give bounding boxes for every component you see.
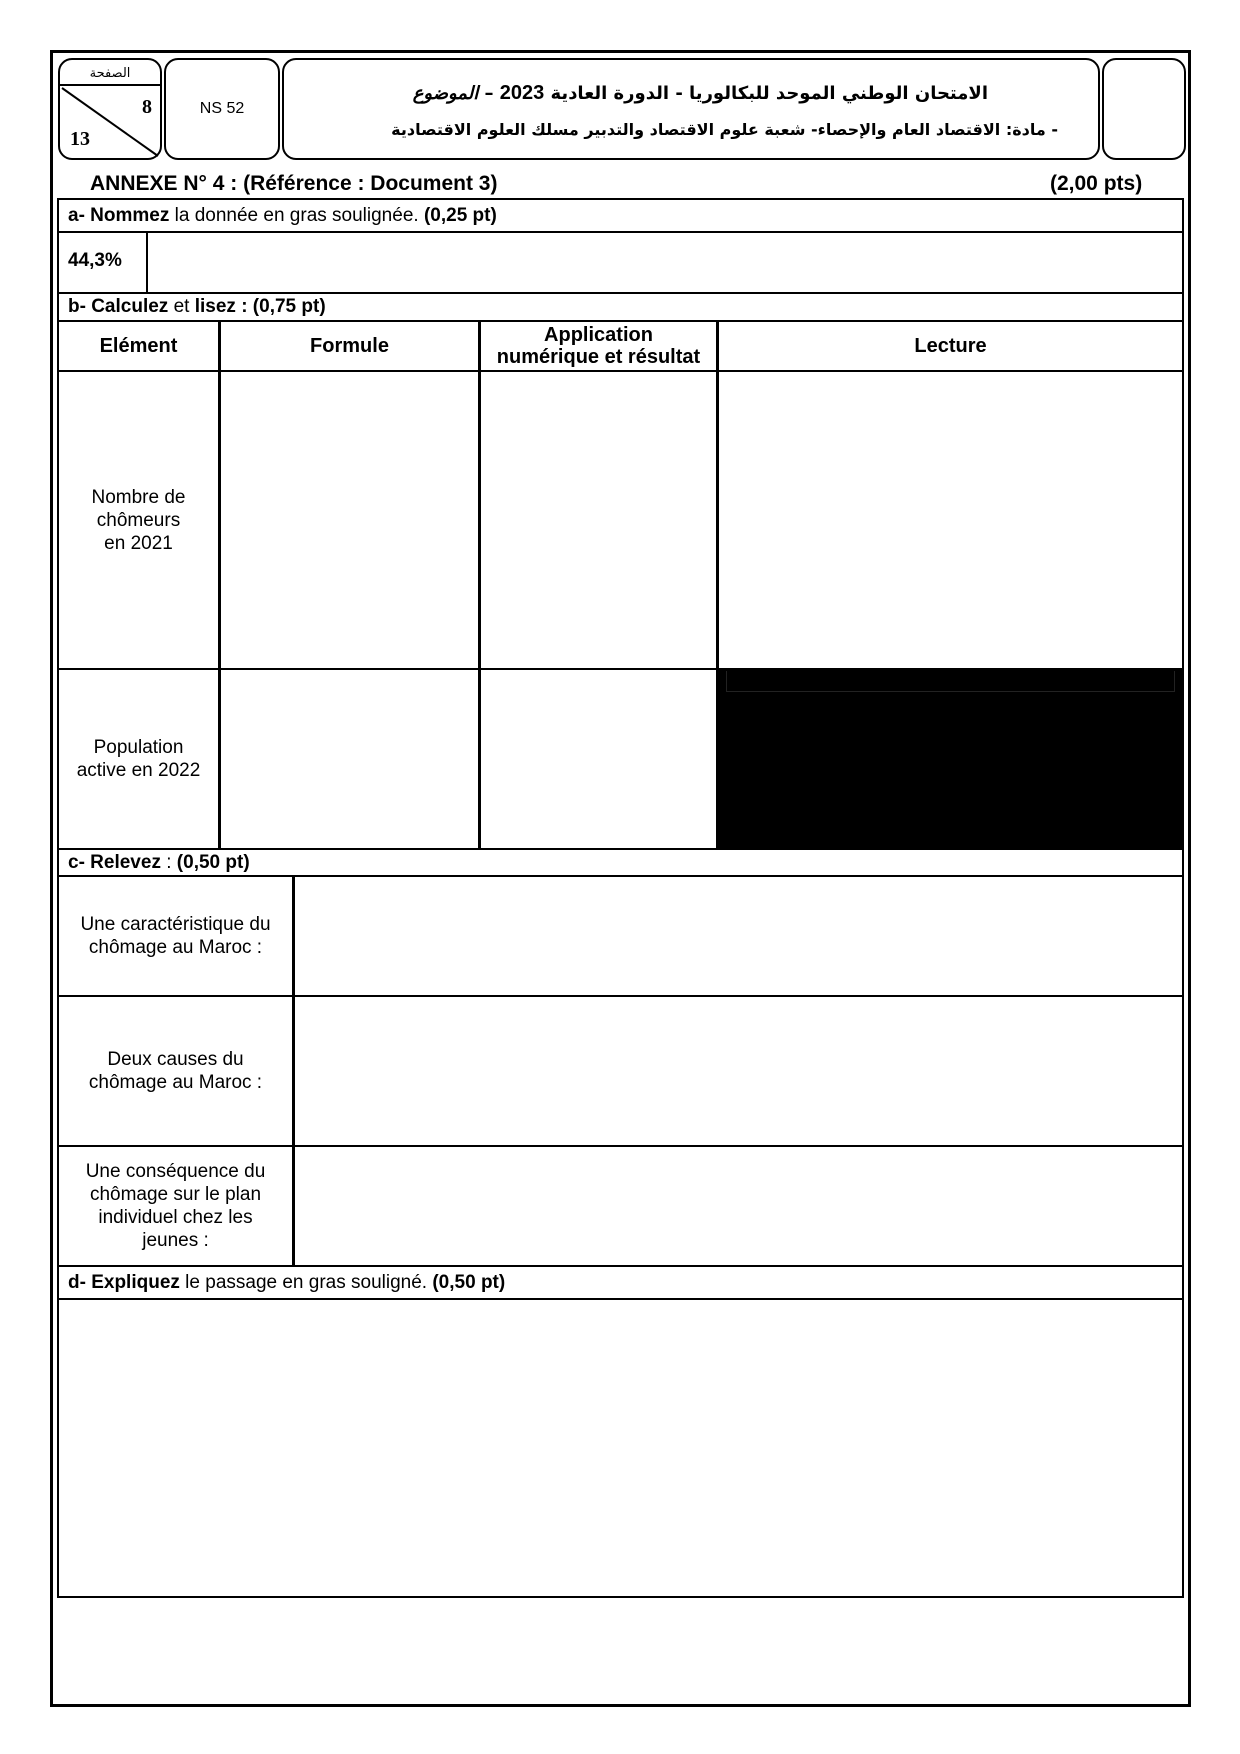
section-a-label — [68, 204, 497, 227]
annexe-points: (2,00 pts) — [1050, 172, 1143, 195]
exam-code-box — [164, 58, 280, 160]
page-current: 8 — [142, 96, 152, 118]
section-b-text: et — [168, 296, 195, 317]
section-b-instruction: b- Calculez — [68, 296, 169, 317]
row-label-chomeurs-l2: chômeurs — [96, 509, 181, 531]
lecture-field-chomeurs[interactable] — [719, 372, 1182, 668]
exam-subject-word: الموضوع — [412, 83, 479, 104]
row-label-population-l2: active en 2022 — [76, 760, 201, 781]
section-c-points: (0,50 pt) — [176, 852, 250, 873]
row-label-causes-l1: Deux causes du — [107, 1049, 244, 1070]
exam-title-line — [413, 82, 988, 105]
section-a-instruction: a- Nommez — [68, 205, 170, 226]
section-c-label — [68, 851, 250, 874]
blank-header-box — [1102, 58, 1186, 160]
section-c-text: : — [160, 852, 177, 873]
section-d-text: le passage en gras souligné. — [179, 1272, 433, 1293]
lecture-blacked-out — [718, 669, 1183, 848]
section-a-points: (0,25 pt) — [423, 205, 497, 226]
col-header-application-l2: numérique et résultat — [496, 346, 701, 368]
col-header-element: Elément — [99, 335, 178, 357]
exam-title-dash: – — [478, 83, 500, 104]
formule-field-population[interactable] — [221, 670, 478, 848]
row-label-consequence-l1: Une conséquence du — [85, 1161, 266, 1182]
row-label-population — [59, 670, 218, 848]
page-label: الصفحة — [89, 65, 131, 81]
page-total: 13 — [70, 128, 90, 150]
row-label-chomeurs — [59, 372, 218, 668]
causes-answer-field[interactable] — [295, 997, 1182, 1145]
application-field-population[interactable] — [481, 670, 716, 848]
section-d-instruction: d- Expliquez — [68, 1272, 180, 1293]
row-label-chomeurs-l3: en 2021 — [104, 532, 173, 554]
col-header-lecture: Lecture — [914, 335, 987, 357]
section-a-text: la donnée en gras soulignée. — [169, 205, 424, 226]
exam-code: NS 52 — [199, 100, 245, 117]
exam-title-box — [282, 58, 1100, 160]
formule-field-chomeurs[interactable] — [221, 372, 478, 668]
section-d-answer-field[interactable] — [59, 1300, 1182, 1596]
section-a-answer-field[interactable] — [149, 233, 1182, 291]
page-number-box — [58, 58, 162, 160]
section-a-value: 44,3% — [68, 250, 122, 271]
section-d-points: (0,50 pt) — [432, 1272, 506, 1293]
exam-year: 2023 — [499, 82, 545, 104]
section-c-instruction: c- Relevez — [68, 852, 161, 873]
col-header-application-l1: Application — [544, 324, 653, 346]
col-header-application — [481, 322, 716, 370]
row-label-consequence-l3: individuel chez les — [98, 1207, 253, 1228]
application-field-chomeurs[interactable] — [481, 372, 716, 668]
exam-subject-line: - مادة: الاقتصاد العام والإحصاء- شعبة علوم الاقتصاد والتدبير مسلك العلوم الاقتصادية — [391, 120, 1058, 139]
row-label-consequence-l2: chômage sur le plan — [89, 1184, 262, 1205]
consequence-answer-field[interactable] — [295, 1147, 1182, 1265]
section-d-label — [68, 1271, 505, 1294]
caracteristique-answer-field[interactable] — [295, 877, 1182, 995]
annexe-title: ANNEXE N° 4 : (Référence : Document 3) — [90, 172, 498, 195]
row-label-chomeurs-l1: Nombre de — [91, 486, 186, 508]
row-label-causes-l2: chômage au Maroc : — [88, 1072, 263, 1093]
row-label-consequence — [59, 1147, 292, 1265]
row-label-caracteristique — [59, 877, 292, 995]
row-label-population-l1: Population — [93, 737, 184, 758]
section-b-points: lisez : (0,75 pt) — [194, 296, 326, 317]
exam-title-prefix: الامتحان الوطني الموحد للبكالوريا - الدورة العادية — [544, 83, 988, 104]
row-label-consequence-l4: jeunes : — [142, 1230, 209, 1251]
row-label-causes — [59, 997, 292, 1145]
section-b-label — [68, 295, 326, 318]
col-header-formule: Formule — [310, 335, 389, 357]
row-label-caracteristique-l2: chômage au Maroc : — [88, 937, 263, 958]
row-label-caracteristique-l1: Une caractéristique du — [80, 914, 271, 935]
